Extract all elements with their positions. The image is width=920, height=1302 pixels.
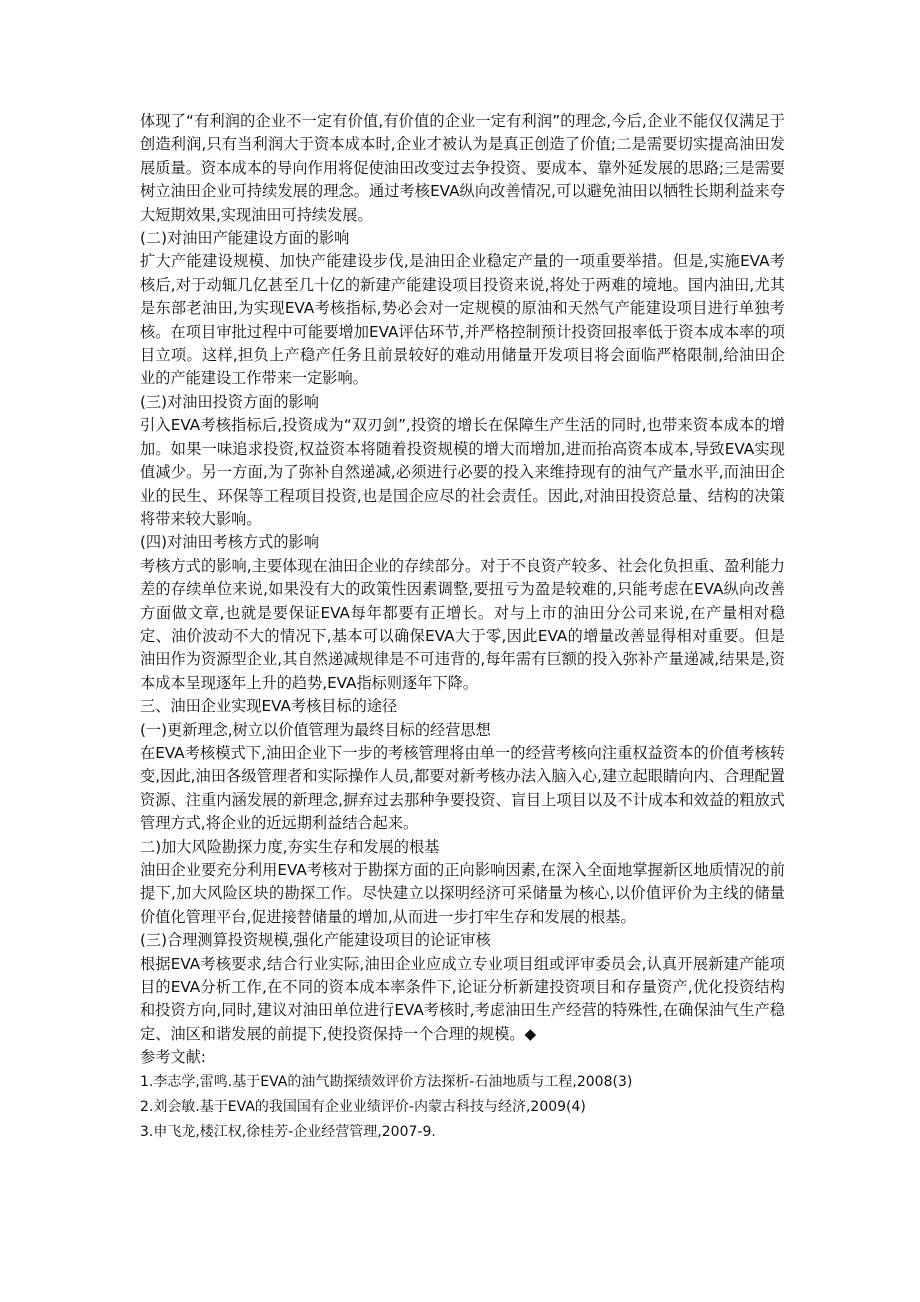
section-heading: (一)更新理念,树立以价值管理为最终目标的经营思想 (140, 720, 491, 739)
body-paragraph: 在EVA考核模式下,油田企业下一步的考核管理将由单一的经营考核向注重权益资本的价值考核转变,因此,油田各级管理者和实际操作人员,都要对新考核办法入脑入心,建立起眼睛向内、合理配置资源、注重内涵发展的新理念,摒弃过去那种争要投资、盲目上项目以及不计成本和效益的粗放式管理方式,将企业的近远期利益结合起来。 (140, 743, 785, 833)
reference-item: 3.申飞龙,楼江权,徐桂芳-企业经营管理,2007-9. (140, 1123, 436, 1140)
section-heading: (四)对油田考核方式的影响 (140, 533, 319, 552)
section-heading: (三)合理测算投资规模,强化产能建设项目的论证审核 (140, 931, 491, 950)
reference-list (140, 1070, 785, 1145)
body-paragraph: 考核方式的影响,主要体现在油田企业的存续部分。对于不良资产较多、社会化负担重、盈利能力差的存续单位来说,如果没有大的政策性因素调整,要扭亏为盈是较难的,只能考虑在EVA纵向改善方面做文章,也就是要保证EVA每年都要有正增长。对与上市的油田分公司来说,在产量相对稳定、油价波动不大的情况下,基本可以确保EVA大于零,因此EVA的增量改善显得相对重要。但是油田作为资源型企业,其自然递减规律是不可违背的,每年需有巨额的投入弥补产量递减,结果是,资本成本呈现逐年上升的趋势,EVA指标则逐年下降。 (140, 556, 785, 692)
section-heading: 二)加大风险勘探力度,夯实生存和发展的根基 (140, 837, 440, 856)
body-paragraph: 引入EVA考核指标后,投资成为“双刃剑”,投资的增长在保障生产生活的同时,也带来资本成本的增加。如果一味追求投资,权益资本将随着投资规模的增大而增加,进而抬高资本成本,导致EVA实现值减少。另一方面,为了弥补自然递减,必须进行必要的投入来维持现有的油气产量水平,而油田企业的民生、环保等工程项目投资,也是国企应尽的社会责任。因此,对油田投资总量、结构的决策将带来较大影响。 (140, 416, 785, 528)
article-body (140, 110, 785, 1145)
reference-item: 1.李志学,雷鸣.基于EVA的油气勘探绩效评价方法探析-石油地质与工程,2008(3) (140, 1073, 633, 1090)
section-heading: (二)对油田产能建设方面的影响 (140, 229, 350, 248)
body-paragraph: 根据EVA考核要求,结合行业实际,油田企业应成立专业项目组或评审委员会,认真开展新建产能项目的EVA分析工作,在不同的资本成本率条件下,论证分析新建投资项目和存量资产,优化投资结构和投资方向,同时,建议对油田单位进行EVA考核时,考虑油田生产经营的特殊性,在确保油气生产稳定、油区和谐发展的前提下,使投资保持一个合理的规模。◆ (140, 954, 785, 1043)
chapter-heading: 三、油田企业实现EVA考核目标的途径 (140, 697, 398, 716)
reference-item: 2.刘会敏.基于EVA的我国国有企业业绩评价-内蒙古科技与经济,2009(4) (140, 1098, 586, 1115)
body-paragraph: 油田企业要充分利用EVA考核对于勘探方面的正向影响因素,在深入全面地掌握新区地质情况的前提下,加大风险区块的勘探工作。尽快建立以探明经济可采储量为核心,以价值评价为主线的储量价值化管理平台,促进接替储量的增加,从而进一步打牢生存和发展的根基。 (140, 861, 785, 926)
section-heading: (三)对油田投资方面的影响 (140, 392, 319, 411)
body-paragraph: 体现了“有利润的企业不一定有价值,有价值的企业一定有利润”的理念,今后,企业不能仅仅满足于创造利润,只有当利润大于资本成本时,企业才被认为是真正创造了价值;二是需要切实提高油田发展质量。资本成本的导向作用将促使油田改变过去争投资、要成本、靠外延发展的思路;三是需要树立油田企业可持续发展的理念。通过考核EVA纵向改善情况,可以避免油田以牺牲长期利益来夸大短期效果,实现油田可持续发展。 (140, 112, 785, 224)
references-heading: 参考文献: (140, 1048, 206, 1067)
body-paragraph: 扩大产能建设规模、加快产能建设步伐,是油田企业稳定产量的一项重要举措。但是,实施EVA考核后,对于动辄几亿甚至几十亿的新建产能建设项目投资来说,将处于两难的境地。国内油田,尤其是东部老油田,为实现EVA考核指标,势必会对一定规模的原油和天然气产能建设项目进行单独考核。在项目审批过程中可能要增加EVA评估环节,并严格控制预计投资回报率低于资本成本率的项目立项。这样,担负上产稳产任务且前景较好的难动用储量开发项目将会面临严格限制,给油田企业的产能建设工作带来一定影响。 (140, 252, 785, 388)
